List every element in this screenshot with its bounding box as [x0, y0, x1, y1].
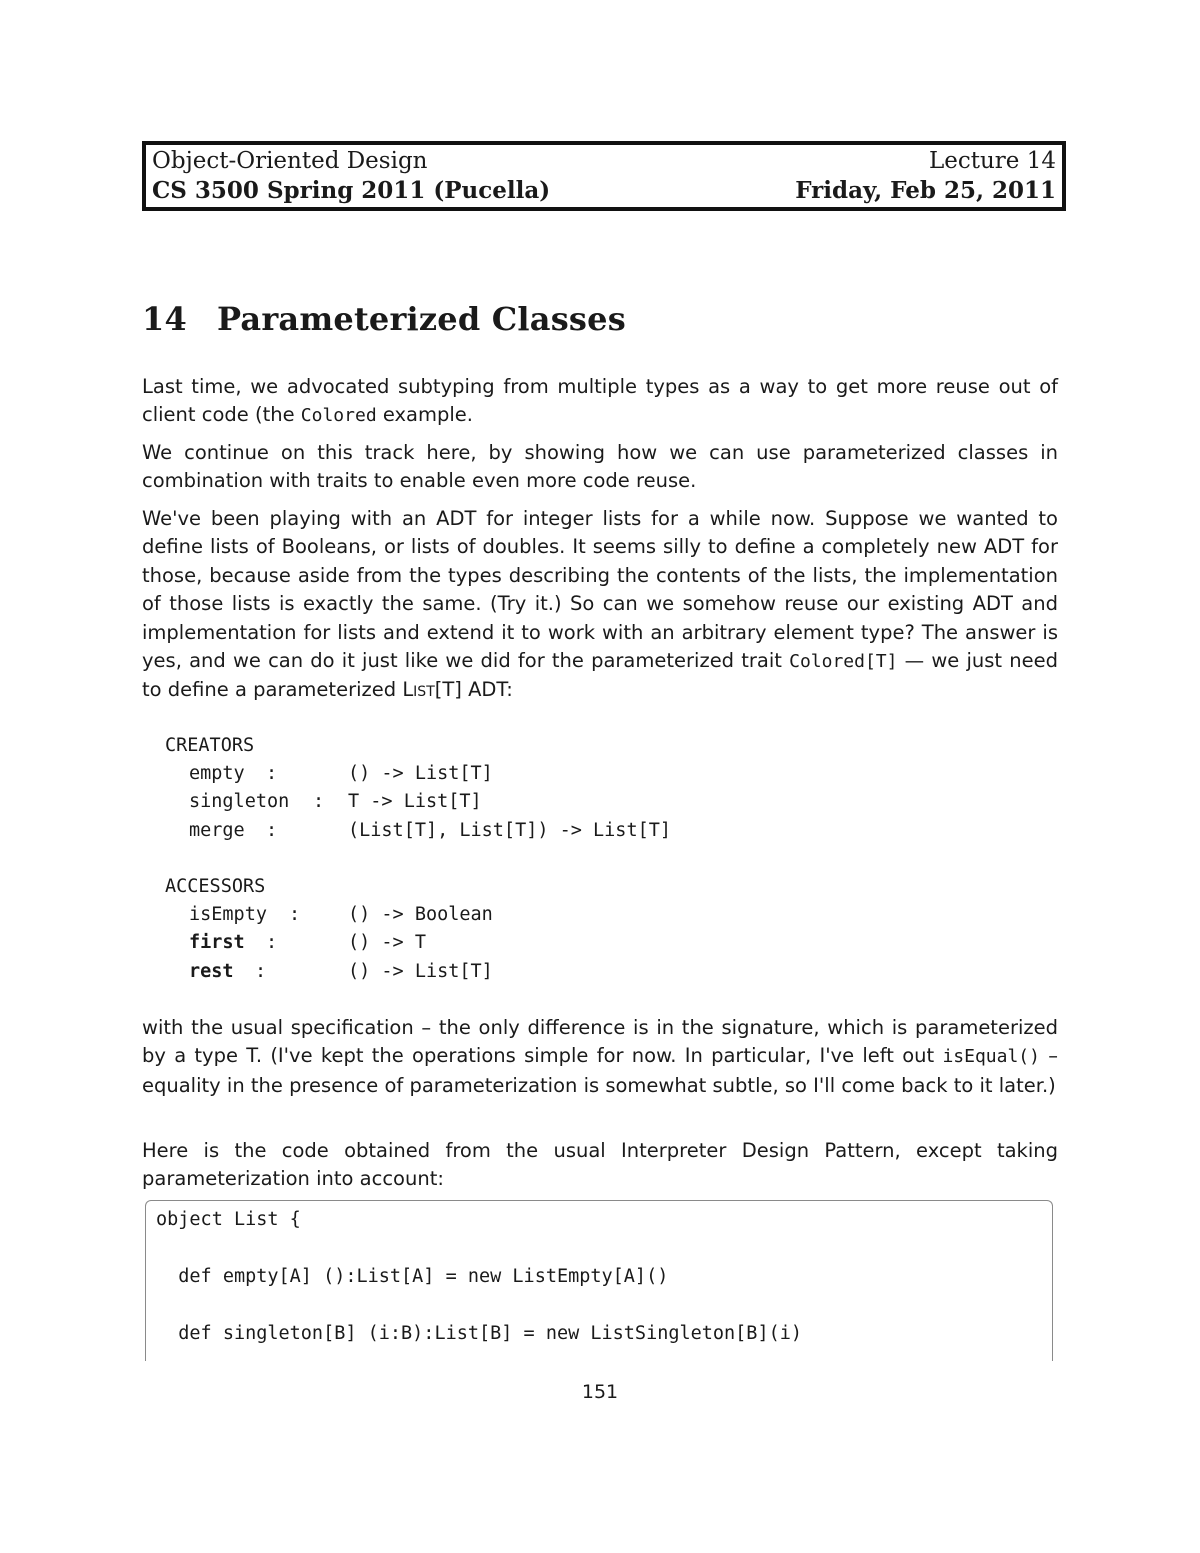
- p1-code: Colored: [300, 405, 377, 427]
- code-line: def empty[A] ():List[A] = new ListEmpty[A](): [156, 1266, 669, 1287]
- code-listing: [145, 1200, 1053, 1361]
- op-sep: :: [266, 932, 278, 954]
- p3-text-b: — we just need to define a parameterized: [142, 649, 1058, 702]
- op-name: singleton: [189, 791, 290, 813]
- lecture-header-box: [142, 141, 1066, 211]
- accessors-label: ACCESSORS: [165, 875, 266, 897]
- p4-text-a: with the usual specification – the only difference is in the signature, which is parameterized by a type T. (I've kept the operations simple for now. In particular, I've left out: [142, 1016, 1058, 1068]
- paragraph-1: [142, 373, 1058, 431]
- op-name: empty: [189, 763, 245, 785]
- paragraph-4: [142, 1014, 1058, 1100]
- paragraph-5: Here is the code obtained from the usual Interpreter Design Pattern, except taking parameterization into account:: [142, 1139, 1058, 1191]
- section-title-text: Parameterized Classes: [217, 300, 626, 338]
- op-type: T -> List[T]: [348, 791, 482, 813]
- paragraph-2: We continue on this track here, by showing how we can use parameterized classes in combination with traits to enable even more code reuse.: [142, 441, 1058, 493]
- header-row-1: [152, 147, 1056, 176]
- op-name: merge: [189, 819, 245, 841]
- course-term: CS 3500 Spring 2011 (Pucella): [152, 177, 551, 204]
- header-row-2: [152, 176, 1056, 205]
- op-type: () -> Boolean: [348, 904, 493, 926]
- op-sep: :: [289, 904, 301, 926]
- p3-text-a: We've been playing with an ADT for integer lists for a while now. Suppose we wanted to define lists of Booleans, or lists of doubles. It seems silly to define a completely new ADT for those, because aside from the types describing the contents of the lists, the implementation of those lists is exactly the same. (Try it.) So can we somehow reuse our existing ADT and implementation for lists and extend it to work with an arbitrary element type? The answer is yes, and we can do it just like we did for the parameterized trait: [142, 507, 1058, 673]
- op-name: isEmpty: [189, 904, 267, 926]
- course-title: Object-Oriented Design: [152, 148, 428, 174]
- op-name: first: [189, 932, 245, 954]
- op-type: () -> T: [348, 932, 426, 954]
- op-type: (List[T], List[T]) -> List[T]: [348, 819, 672, 841]
- lecture-number: Lecture 14: [928, 148, 1056, 174]
- op-sep: :: [266, 763, 278, 785]
- paragraph-3: [142, 505, 1058, 705]
- lecture-date: Friday, Feb 25, 2011: [795, 177, 1056, 204]
- p1-text-b: example.: [376, 403, 473, 427]
- op-type: () -> List[T]: [348, 763, 493, 785]
- op-name: rest: [189, 960, 234, 982]
- op-sep: :: [313, 791, 325, 813]
- page-number: 151: [581, 1381, 619, 1403]
- op-type: () -> List[T]: [348, 960, 493, 982]
- op-sep: :: [255, 960, 267, 982]
- code-line: object List {: [156, 1209, 301, 1230]
- p1-text-a: Last time, we advocated subtyping from multiple types as a way to get more reuse out of client code (the: [142, 375, 1058, 427]
- section-number: 14: [142, 300, 187, 338]
- p4-code: isEqual(): [942, 1046, 1040, 1068]
- code-line: def singleton[B] (i:B):List[B] = new ListSingleton[B](i): [156, 1323, 803, 1344]
- p4-text-b: – equality in the presence of parameterization is somewhat subtle, so I'll come back to it later.): [142, 1044, 1059, 1097]
- section-title: [142, 300, 626, 338]
- p3-smallcaps: List: [402, 678, 435, 702]
- creators-label: CREATORS: [165, 735, 255, 756]
- op-sep: :: [266, 819, 278, 841]
- p3-text-c: [T] ADT:: [434, 678, 513, 702]
- p3-code: Colored[T]: [789, 651, 898, 673]
